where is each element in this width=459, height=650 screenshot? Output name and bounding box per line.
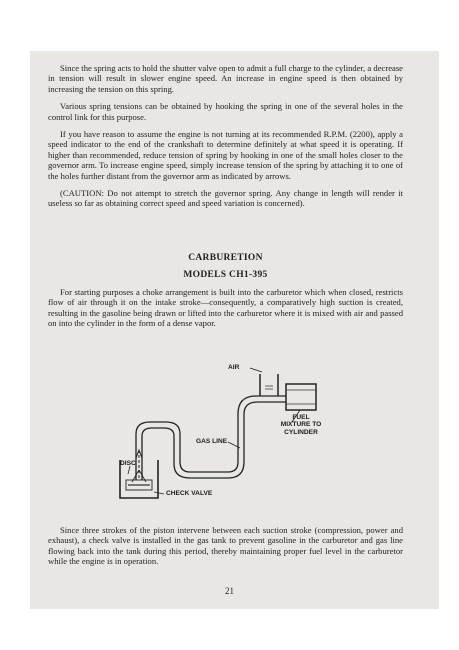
gas-line-label: GAS LINE [196,438,228,445]
section-heading: CARBURETION [188,253,263,263]
bottom-text-block [48,525,403,574]
check-valve-leader [154,492,164,494]
carburetion-text-block [48,287,403,336]
top-text-block [48,63,403,216]
mixture-lines [286,390,316,404]
paragraph-check-valve: Since three strokes of the piston intervene between each suction stroke (compression, power and exhaust), a check valve is installed in the gas tank to prevent gasoline in the carburetor and gas line flowing back into the tank during this period, thereby maintaining proper fuel level in the carburetor while the engine is in operation. [48,525,403,567]
air-intake-walls [260,374,278,396]
paragraph-spring-tension: Since the spring acts to hold the shutter valve open to admit a full charge to the cylinder, a decrease in tension will result in slower engine speed. An increase in engine speed is then obtained by increasing the tension on this spring. [48,63,403,94]
air-label: AIR [228,364,240,371]
air-flow-lines [265,386,273,389]
paragraph-spring-holes: Various spring tensions can be obtained by hooking the spring in one of the several holes in the control link for this purpose. [48,101,403,122]
fuel-mixture-label: FUEL MIXTURE TO CYLINDER [280,414,322,436]
paragraph-rpm: If you have reason to assume the engine is not turning at its recommended R.P.M. (2200), apply a speed indicator to the end of the crankshaft to determine definitely at what speed it is operating. If higher than recommended, reduce tension of spring by hooking in one of the small holes closer to the governor arm. To increase engine speed, simply increase tension of the spring by attaching it to one of the holes further distant from the governor arm as indicated by arrows. [48,129,403,181]
page-number: 21 [225,586,234,596]
check-valve-label: CHECK VALVE [166,490,213,497]
air-leader [250,368,262,372]
fuel-system-diagram [110,362,330,507]
disc-label: DISC [120,460,136,467]
paragraph-caution: (CAUTION: Do not attempt to stretch the governor spring. Any change in length will render it useless so far as obtaining correct speed and speed variation is concerned). [48,188,403,209]
paragraph-choke: For starting purposes a choke arrangement is built into the carburetor which when closed, restricts flow of air through it on the intake stroke—consequently, a comparatively high suction is created, resulting in the gasoline being drawn or lifted into the carburetor where it is mixed with air and passed on into the cylinder in the form of a dense vapor. [48,287,403,329]
section-subheading: MODELS CH1-395 [183,270,268,280]
carburetor-outlet [286,384,316,410]
